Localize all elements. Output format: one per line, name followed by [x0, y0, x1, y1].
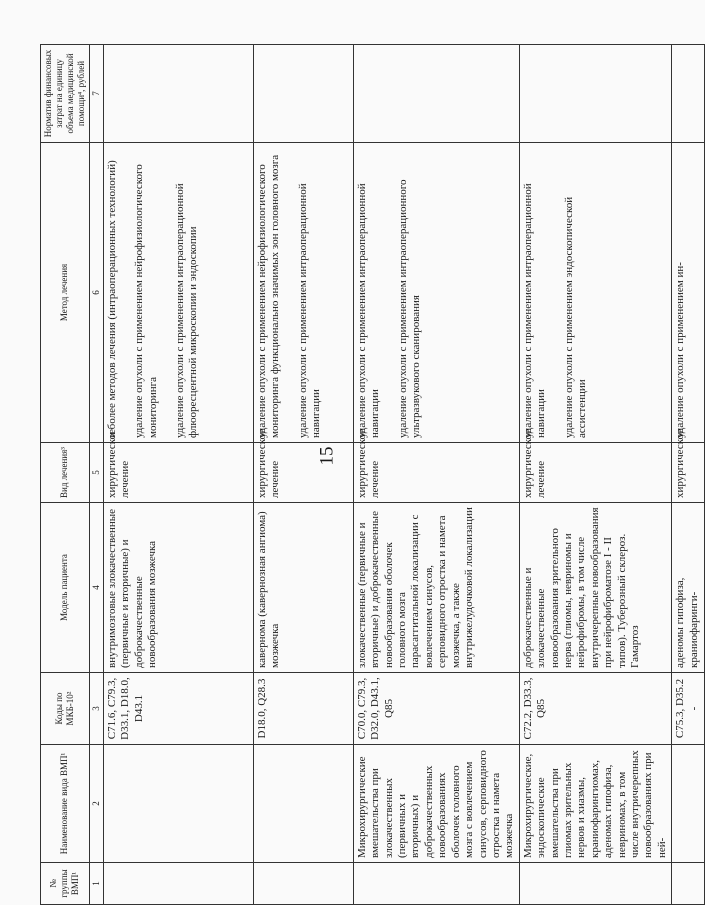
table-row	[253, 45, 353, 905]
col-number: 2	[89, 745, 103, 863]
cell-name	[672, 745, 704, 863]
header-codes: Коды по МКБ-10²	[41, 673, 90, 745]
cell-name: Микрохирургические вмешательства при злокачественных (первичных и вторичных) и доброкачественных новообразованиях оболочек головного мозга с вовлечением синусов, серповидного отростка и намета мозжечка	[353, 745, 519, 863]
cell-model: аденомы гипофиза, краниофаринги-	[672, 503, 704, 673]
cell-cost	[519, 45, 671, 143]
table-frame	[40, 45, 700, 905]
cell-codes: D18.0, Q28.3	[253, 673, 353, 745]
col-number: 4	[89, 503, 103, 673]
cell-group	[353, 863, 519, 905]
cell-name: Микрохирургические, эндоскопические вмешательства при глиомах зрительных нервов и хиазмы, краниофарингиомах, аденомах гипофиза, невриномах, в том числе внутричерепных новообразованиях при ней-	[519, 745, 671, 863]
cell-model: доброкачественные и злокачественные новообразования зрительного нерва (глиомы, невриномы и нейрофибромы, в том числе внутричерепные новообразования при нейрофиброматозе I - II типов). Туберозный склероз. Гамартоз	[519, 503, 671, 673]
table-row	[103, 45, 253, 905]
col-number: 5	[89, 443, 103, 503]
cell-methods	[519, 143, 671, 443]
header-treatment: Вид лечения³	[41, 443, 90, 503]
cell-name	[103, 745, 253, 863]
col-number: 7	[89, 45, 103, 143]
header-row	[41, 45, 90, 905]
method-item: удаление опухоли с применением интраоперационной навигации	[355, 183, 382, 438]
cell-model: кавернома (кавернозная ангиома) мозжечка	[253, 503, 353, 673]
cell-treatment: хирургическое лечение	[253, 443, 353, 503]
col-number: 1	[89, 863, 103, 905]
cell-group	[253, 863, 353, 905]
method-item: удаление опухоли с применением интраоперационной навигации	[296, 183, 323, 438]
cell-model: внутримозговые злокачественные (первичные и вторичные) и доброкачественные новообразования мозжечка	[103, 503, 253, 673]
cell-treatment: хирургическое лечение	[353, 443, 519, 503]
cell-cost	[672, 45, 704, 143]
method-item: удаление опухоли с применением интраоперационного ультразвукового сканирования	[396, 179, 423, 438]
cell-group	[672, 863, 704, 905]
cell-cost	[253, 45, 353, 143]
cell-treatment: хирургическое лечение	[519, 443, 671, 503]
cell-treatment: хирургическое	[672, 443, 704, 503]
page-number: 15	[316, 446, 338, 466]
table-row	[672, 45, 704, 905]
cell-model: злокачественные (первичные и вторичные) и доброкачественные новообразования оболочек головного мозга парасаггитальной локализации с вовлечением синусов, серповидного отростка и намета мозжечка, а также внутрижелудочковой локализации	[353, 503, 519, 673]
cell-cost	[353, 45, 519, 143]
col-number: 6	[89, 143, 103, 443]
cell-codes: C72.2, D33.3, Q85	[519, 673, 671, 745]
method-item: и более методов лечения (интраоперационных технологий)	[105, 160, 118, 438]
table-row	[353, 45, 519, 905]
method-item: удаление опухоли с применением нейрофизиологического мониторинга функционально значимых зон головного мозга	[255, 154, 282, 438]
header-group: № группы ВМП¹	[41, 863, 90, 905]
vmp-table	[40, 44, 705, 905]
cell-methods	[672, 143, 704, 443]
header-method: Метод лечения	[41, 143, 90, 443]
method-item: удаление опухоли с применением нейрофизиологического мониторинга	[133, 164, 159, 438]
method-item: удаление опухоли с применением интраоперационной навигации	[521, 183, 548, 438]
col-number: 3	[89, 673, 103, 745]
cell-methods	[253, 143, 353, 443]
method-item: удаление опухоли с применением ин-	[674, 262, 687, 438]
cell-codes: C71.6, C79.3, D33.1, D18.0, D43.1	[103, 673, 253, 745]
method-item: удаление опухоли с применением интраоперационной флюоресцентной микроскопии и эндоскопии	[174, 183, 200, 438]
method-item: удаление опухоли с применением эндоскопической ассистенции	[562, 196, 588, 438]
cell-name	[253, 745, 353, 863]
header-cost: Норматив финансовых затрат на единицу объема медицинской помощи⁴, рублей	[41, 45, 90, 143]
cell-codes: C75.3, D35.2 -	[672, 673, 704, 745]
cell-codes: C70.0, C79.3, D32.0, D43.1, Q85	[353, 673, 519, 745]
cell-group	[519, 863, 671, 905]
cell-treatment: хирургическое лечение	[103, 443, 253, 503]
header-name: Наименование вида ВМП¹	[41, 745, 90, 863]
table-row	[519, 45, 671, 905]
cell-cost	[103, 45, 253, 143]
cell-methods	[353, 143, 519, 443]
cell-methods	[103, 143, 253, 443]
column-number-row	[89, 45, 103, 905]
header-model: Модель пациента	[41, 503, 90, 673]
cell-group	[103, 863, 253, 905]
